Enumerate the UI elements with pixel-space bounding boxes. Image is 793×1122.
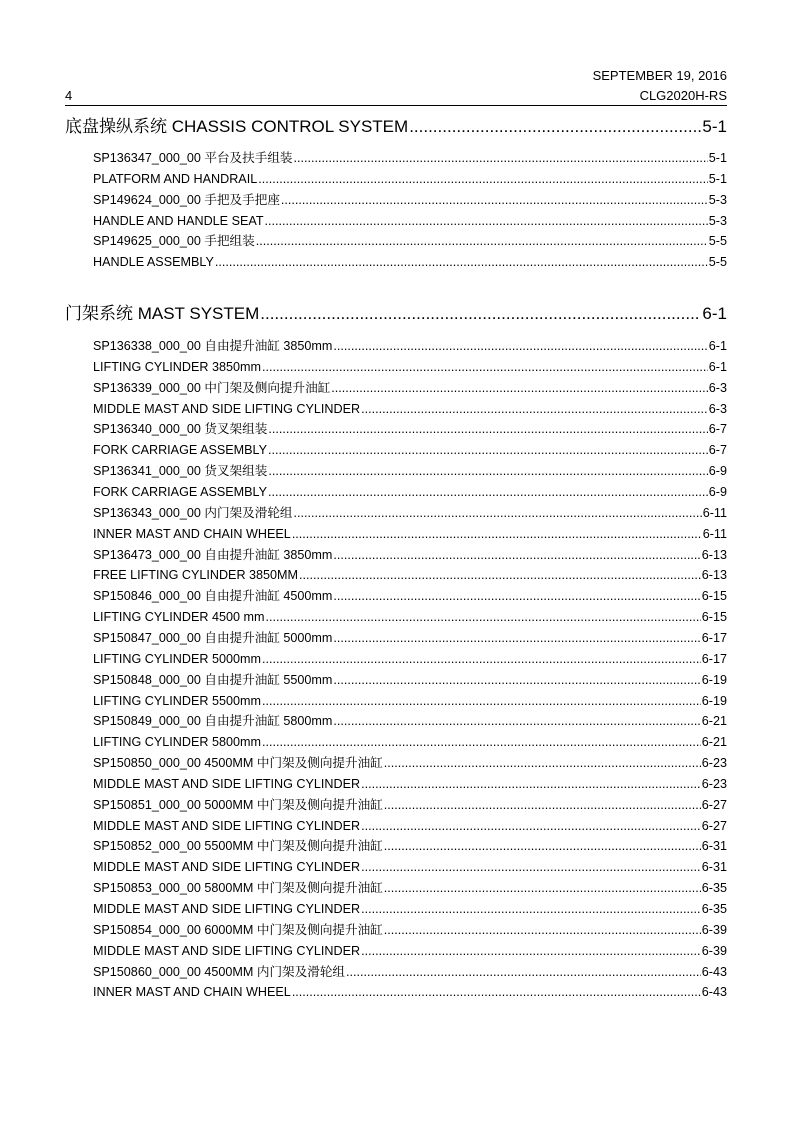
toc-entry-title: MIDDLE MAST AND SIDE LIFTING CYLINDER [93, 401, 361, 416]
toc-entry[interactable] [93, 776, 727, 792]
toc-entry-title: FORK CARRIAGE ASSEMBLY [93, 485, 268, 499]
toc-leader-dots [262, 734, 701, 750]
toc-leader-dots [361, 818, 701, 834]
toc-leader-dots [299, 567, 701, 583]
toc-entry-title: SP150848_000_00 自由提升油缸 5500mm [93, 672, 333, 687]
toc-entry[interactable] [93, 380, 727, 396]
toc-entry-title: LIFTING CYLINDER 5800mm [93, 735, 261, 750]
toc-entry[interactable] [93, 922, 727, 938]
toc-entry-page: 6-17 [701, 630, 727, 645]
toc-entry-title: MIDDLE MAST AND SIDE LIFTING CYLINDER [93, 818, 361, 833]
toc-entry-title: INNER MAST AND CHAIN WHEEL [93, 526, 291, 541]
toc-leader-dots [361, 901, 701, 917]
toc-entry-page: 6-7 [708, 443, 727, 458]
toc-section-page: 6-1 [702, 304, 727, 323]
toc-leader-dots [333, 713, 700, 729]
toc-entry[interactable] [93, 254, 727, 270]
toc-entry-page: 6-31 [701, 839, 727, 854]
toc-entry-title: SP150846_000_00 自由提升油缸 4500mm [93, 589, 333, 604]
toc-entry-page: 6-15 [701, 610, 727, 624]
toc-entry[interactable] [93, 171, 727, 187]
toc-entry-title: MIDDLE MAST AND SIDE LIFTING CYLINDER [93, 776, 361, 791]
toc-leader-dots [361, 776, 701, 792]
toc-entry[interactable] [93, 526, 727, 542]
toc-leader-dots [361, 943, 701, 959]
toc-entry-title: SP149625_000_00 手把组装 [93, 234, 255, 249]
toc-entry-title: SP136473_000_00 自由提升油缸 3850mm [93, 547, 333, 562]
page-number: 4 [65, 88, 73, 103]
toc-leader-dots [268, 442, 708, 458]
toc-entry-title: SP136343_000_00 内门架及滑轮组 [93, 505, 293, 520]
toc-entry-title: SP150852_000_00 5500MM 中门架及侧向提升油缸 [93, 839, 383, 854]
toc-entry-title: LIFTING CYLINDER 5000mm [93, 651, 261, 666]
toc-entry[interactable] [93, 984, 727, 1000]
toc-entry-page: 6-23 [701, 776, 727, 791]
toc-entry[interactable] [93, 421, 727, 437]
toc-entry-page: 6-9 [708, 485, 727, 499]
toc-entry-title: INNER MAST AND CHAIN WHEEL [93, 985, 291, 1000]
toc-entry-title: HANDLE AND HANDLE SEAT [93, 213, 264, 228]
toc-entry[interactable] [93, 442, 727, 458]
toc-entry-title: SP136341_000_00 货叉架组装 [93, 464, 268, 479]
toc-leader-dots [384, 922, 701, 938]
toc-leader-dots [292, 984, 701, 1000]
toc-entry-page: 5-1 [708, 171, 727, 186]
toc-entry-title: SP136340_000_00 货叉架组装 [93, 422, 268, 437]
toc-entry[interactable] [93, 609, 727, 625]
toc-leader-dots [409, 117, 701, 137]
toc-entry[interactable] [93, 401, 727, 417]
toc-entry-page: 6-3 [708, 401, 727, 416]
toc-entry[interactable] [93, 150, 727, 166]
toc-entry[interactable] [93, 463, 727, 479]
toc-leader-dots [331, 380, 708, 396]
toc-entry-page: 5-5 [708, 255, 727, 270]
toc-entry-page: 6-15 [701, 589, 727, 604]
toc-entry-title: SP150851_000_00 5000MM 中门架及侧向提升油缸 [93, 797, 383, 812]
toc-entry-page: 6-13 [701, 547, 727, 562]
toc-leader-dots [258, 171, 708, 187]
toc-leader-dots [268, 484, 708, 500]
toc-entry[interactable] [93, 484, 727, 500]
toc-leader-dots [346, 964, 701, 980]
toc-entry-page: 6-43 [701, 985, 727, 1000]
toc-entry-title: SP136339_000_00 中门架及侧向提升油缸 [93, 380, 331, 395]
toc-entry-page: 6-43 [701, 964, 727, 979]
toc-leader-dots [361, 859, 701, 875]
toc-entry[interactable] [93, 797, 727, 813]
toc-leader-dots [292, 526, 702, 542]
toc-leader-dots [215, 254, 708, 270]
toc-entry-page: 6-1 [708, 339, 727, 353]
toc-entry-title: FREE LIFTING CYLINDER 3850MM [93, 568, 299, 583]
toc-leader-dots [361, 401, 708, 417]
toc-entry-page: 6-19 [701, 693, 727, 708]
toc-entry-page: 6-31 [701, 860, 727, 875]
toc-leader-dots [384, 755, 701, 771]
toc-entry-page: 6-9 [708, 464, 727, 479]
toc-entry-title: SP150860_000_00 4500MM 内门架及滑轮组 [93, 964, 346, 979]
toc-entry-title: SP136347_000_00 平台及扶手组装 [93, 151, 293, 165]
toc-leader-dots [256, 233, 708, 249]
toc-entry-page: 6-19 [701, 672, 727, 687]
toc-entry-title: LIFTING CYLINDER 4500 mm [93, 610, 265, 624]
toc-leader-dots [262, 359, 708, 375]
header-date: SEPTEMBER 19, 2016 [592, 68, 727, 83]
toc-leader-dots [265, 609, 700, 625]
toc-entry[interactable] [93, 588, 727, 604]
toc-entry[interactable] [93, 213, 727, 229]
toc-entry-page: 6-39 [701, 922, 727, 937]
toc-entry-page: 6-3 [708, 380, 727, 395]
toc-entry[interactable] [93, 505, 727, 521]
toc-entry-page: 6-23 [701, 756, 727, 770]
toc-entry[interactable] [93, 693, 727, 709]
toc-entry-page: 6-1 [708, 359, 727, 374]
toc-entry[interactable] [93, 630, 727, 646]
toc-entry-page: 6-21 [701, 714, 727, 729]
toc-entry[interactable] [93, 233, 727, 249]
toc-entry[interactable] [93, 672, 727, 688]
toc-section-page: 5-1 [702, 117, 727, 136]
toc-entry-title: HANDLE ASSEMBLY [93, 255, 214, 270]
toc-entry-page: 6-21 [701, 735, 727, 750]
toc-entry-page: 6-27 [701, 818, 727, 833]
toc-leader-dots [333, 547, 700, 563]
toc-leader-dots [384, 880, 701, 896]
toc-entry-page: 5-3 [708, 213, 727, 228]
toc-leader-dots [268, 421, 707, 437]
toc-entry-page: 6-13 [701, 568, 727, 583]
toc-entry-title: MIDDLE MAST AND SIDE LIFTING CYLINDER [93, 860, 361, 875]
toc-entry-page: 6-27 [701, 797, 727, 812]
toc-entry-page: 6-11 [702, 505, 727, 520]
toc-entry-page: 6-35 [701, 881, 727, 896]
toc-entry-title: SP150849_000_00 自由提升油缸 5800mm [93, 714, 333, 729]
toc-entry[interactable] [93, 943, 727, 959]
toc-leader-dots [262, 651, 701, 667]
toc-entry-page: 5-3 [708, 192, 727, 207]
toc-entry-page: 5-5 [708, 234, 727, 249]
toc-leader-dots [333, 672, 700, 688]
toc-entry-title: SP150854_000_00 6000MM 中门架及侧向提升油缸 [93, 922, 383, 937]
toc-entry[interactable] [93, 338, 727, 354]
header-divider [65, 105, 727, 106]
toc-entry[interactable] [93, 192, 727, 208]
toc-entry-title: SP150853_000_00 5800MM 中门架及侧向提升油缸 [93, 881, 383, 896]
toc-section-title: 门架系统 MAST SYSTEM [65, 304, 260, 323]
toc-leader-dots [281, 192, 708, 208]
toc-entry[interactable] [93, 859, 727, 875]
toc-leader-dots [262, 693, 701, 709]
toc-entry[interactable] [93, 547, 727, 563]
toc-leader-dots [333, 588, 700, 604]
toc-entry[interactable] [93, 901, 727, 917]
header-model: CLG2020H-RS [639, 88, 727, 103]
toc-entry-title: PLATFORM AND HANDRAIL [93, 171, 258, 186]
toc-entry-title: MIDDLE MAST AND SIDE LIFTING CYLINDER [93, 943, 361, 958]
toc-leader-dots [333, 630, 700, 646]
toc-entry-title: SP150850_000_00 4500MM 中门架及侧向提升油缸 [93, 756, 383, 770]
toc-entry-title: LIFTING CYLINDER 5500mm [93, 693, 261, 708]
toc-entry-page: 6-35 [701, 902, 727, 916]
toc-entry-page: 5-1 [708, 151, 727, 165]
toc-entry[interactable] [93, 567, 727, 583]
toc-entry[interactable] [93, 964, 727, 980]
toc-entry-title: SP150847_000_00 自由提升油缸 5000mm [93, 630, 333, 645]
toc-leader-dots [384, 838, 701, 854]
toc-entry-title: LIFTING CYLINDER 3850mm [93, 359, 261, 374]
toc-entry-page: 6-39 [701, 943, 727, 958]
toc-entry-page: 6-7 [708, 422, 727, 437]
toc-leader-dots [268, 463, 707, 479]
toc-entry-title: SP149624_000_00 手把及手把座 [93, 192, 280, 207]
toc-leader-dots [265, 213, 708, 229]
toc-entry-title: FORK CARRIAGE ASSEMBLY [93, 443, 268, 458]
toc-entry-title: SP136338_000_00 自由提升油缸 3850mm [93, 339, 333, 353]
toc-entry[interactable] [93, 359, 727, 375]
toc-leader-dots [333, 338, 707, 354]
toc-entry[interactable] [93, 818, 727, 834]
toc-entry[interactable] [93, 838, 727, 854]
toc-leader-dots [294, 150, 708, 166]
toc-entry-page: 6-11 [702, 526, 727, 541]
toc-section-heading[interactable] [65, 117, 727, 137]
toc-entry-title: MIDDLE MAST AND SIDE LIFTING CYLINDER [93, 902, 361, 916]
toc-entry[interactable] [93, 880, 727, 896]
toc-leader-dots [294, 505, 702, 521]
toc-leader-dots [260, 304, 701, 324]
toc-entry[interactable] [93, 651, 727, 667]
toc-entry[interactable] [93, 755, 727, 771]
toc-entry[interactable] [93, 713, 727, 729]
toc-entry[interactable] [93, 734, 727, 750]
toc-section-heading[interactable] [65, 304, 727, 324]
toc-leader-dots [384, 797, 701, 813]
toc-section-title: 底盘操纵系统 CHASSIS CONTROL SYSTEM [65, 117, 409, 136]
toc-entry-page: 6-17 [701, 651, 727, 666]
